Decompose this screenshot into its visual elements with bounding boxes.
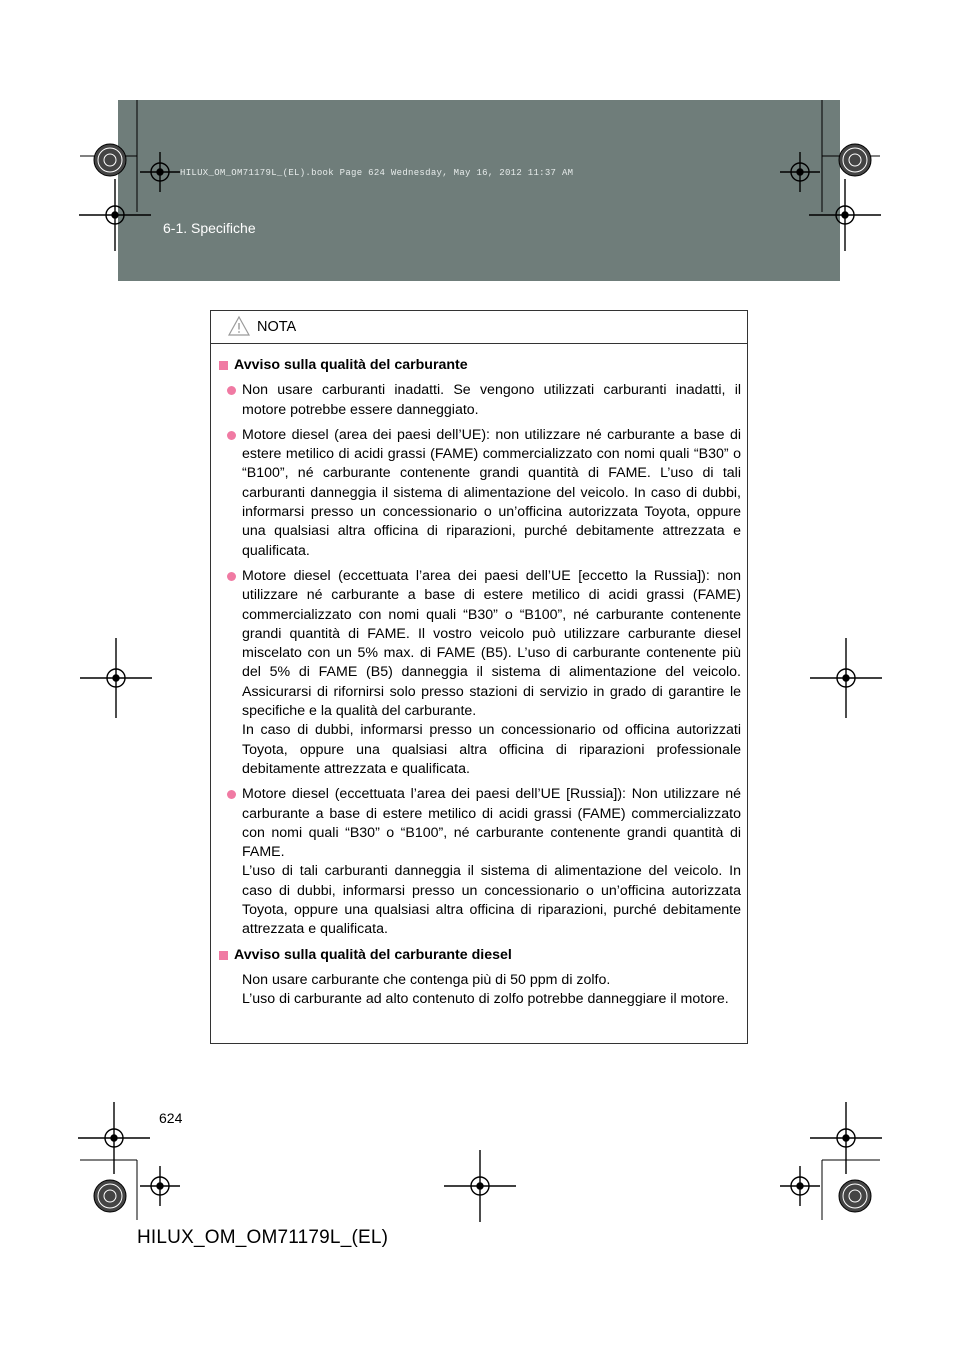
square-bullet-icon (219, 951, 228, 960)
nota-label: NOTA (257, 319, 297, 335)
section-heading: Avviso sulla qualità del carburante diesel (217, 946, 741, 965)
page-number: 624 (159, 1110, 183, 1126)
nota-header (211, 311, 747, 344)
list-item: Non usare carburanti inadatti. Se vengono utilizzati carburanti inadatti, il motore potrebbe essere danneggiato. (217, 381, 741, 420)
nota-body (211, 344, 747, 1010)
warning-triangle-icon (227, 315, 251, 337)
list-item: Motore diesel (eccettuata l’area dei paesi dell’UE [Russia]): Non utilizzare né carburante a base di estere metilico di acidi grassi (FAME) commercializzato con nomi quali “B30” o “B100”, né carburante contenente grandi quantità di FAME. L’uso di tali carburanti danneggia il sistema di alimentazione del veicolo. In caso di dubbi, informarsi presso un concessionario o un’officina autorizzata Toyota, oppure una qualsiasi altra officina di riparazioni, purché debitamente attrezzata e qualificata. (217, 785, 741, 939)
circle-bullet-icon (227, 386, 236, 395)
list-item: Motore diesel (eccettuata l’area dei paesi dell’UE [eccetto la Russia]): non utilizzare né carburante a base di estere metilico di acidi grassi (FAME) commercializzato con nomi quali “B30” o “B100”, né carburante contenente grandi quantità di FAME. Il vostro veicolo può utilizzare carburante diesel miscelato con un 5% max. di FAME (B5). L’uso di carburante contenente più del 5% di FAME (B5) danneggia il sistema di alimentazione del veicolo. Assicurarsi di rifornirsi solo presso stazioni di servizio in grado di garantire le specifiche e la qualità del carburante. In caso di dubbi, informarsi presso un concessionario od officina autorizzati Toyota, oppure una qualsiasi altra officina di riparazioni professionale debitamente attrezzata e qualificata. (217, 567, 741, 779)
section-heading: Avviso sulla qualità del carburante (217, 356, 741, 375)
circle-bullet-icon (227, 790, 236, 799)
section-title: 6-1. Specifiche (163, 220, 256, 236)
circle-bullet-icon (227, 431, 236, 440)
paragraph-line: L’uso di carburante ad alto contenuto di zolfo potrebbe danneggiare il motore. (242, 991, 729, 1008)
list-item: Motore diesel (area dei paesi dell’UE): non utilizzare né carburante a base di estere metilico di acidi grassi (FAME) commercializzato con nomi quali “B30” o “B100”, né carburante contenente grandi quantità di FAME. L’uso di tali carburanti danneggia il sistema di alimentazione del veicolo. In caso di dubbi, informarsi presso un concessionario o un’officina autorizzata Toyota, oppure una qualsiasi altra officina di riparazioni, purché debitamente attrezzata e qualificata. (217, 426, 741, 561)
document-code: HILUX_OM_OM71179L_(EL) (137, 1227, 389, 1248)
circle-bullet-icon (227, 572, 236, 581)
paragraph-line: Non usare carburante che contenga più di 50 ppm di zolfo. (242, 971, 611, 988)
square-bullet-icon (219, 361, 228, 370)
nota-box (210, 310, 748, 1044)
print-info: HILUX_OM_OM71179L_(EL).book Page 624 Wednesday, May 16, 2012 11:37 AM (180, 168, 574, 178)
